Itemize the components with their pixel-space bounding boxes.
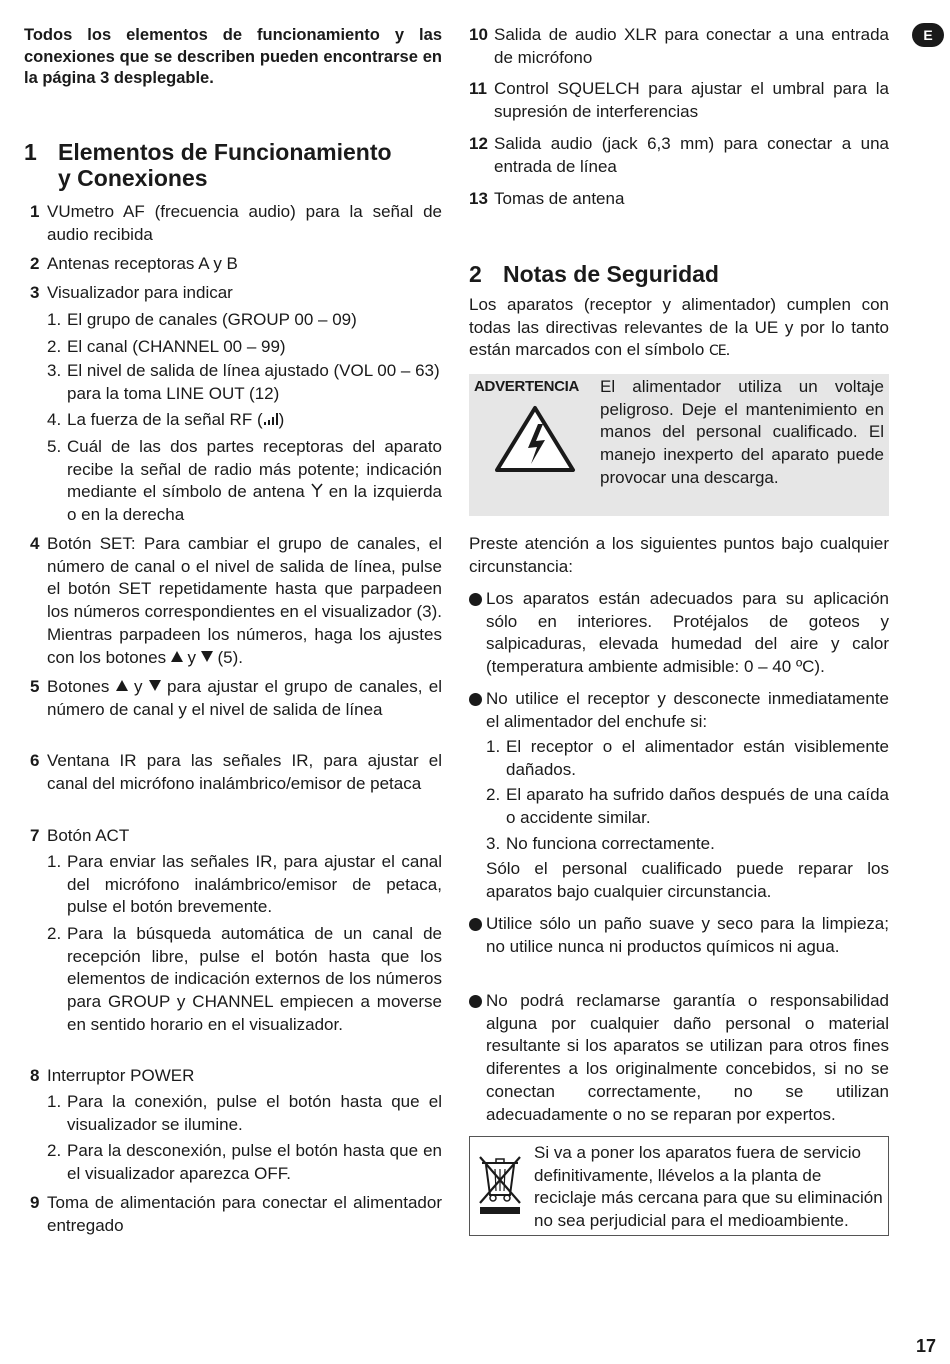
sub-text: Para la conexión, pulse el botón hasta que el visualizador se ilumine.	[67, 1092, 442, 1134]
item-number: 9	[30, 1193, 40, 1212]
list-item	[24, 282, 442, 305]
list-item	[469, 133, 889, 178]
sub-text: El aparato ha sufrido daños después de una caída o accidente similar.	[506, 785, 889, 827]
sub-text: Para enviar las señales IR, para ajustar el canal del micrófono inalámbrico/emisor de petaca, pulse el botón brevemente.	[67, 852, 442, 917]
list-item	[24, 825, 442, 848]
item-number: 7	[30, 826, 40, 845]
up-arrow-icon	[171, 651, 183, 662]
item-number: 3	[30, 283, 40, 302]
sub-number: 2.	[47, 1141, 62, 1160]
item-text: Interruptor POWER	[47, 1066, 195, 1085]
sub-text: El nivel de salida de línea ajustado (VOL 00 – 63) para la toma LINE OUT (12)	[67, 361, 440, 403]
repair-note: Sólo el personal cualificado puede reparar los aparatos bajo cualquier circunstancia.	[486, 859, 889, 901]
sub-number: 3.	[486, 834, 501, 853]
ce-mark: CE	[709, 343, 726, 360]
safety-bullet	[469, 990, 889, 1126]
safety-bullet	[469, 588, 889, 679]
sub-text-end: )	[278, 410, 285, 429]
sub-number: 1.	[486, 737, 501, 756]
sub-item	[486, 833, 889, 856]
section-number: 1	[24, 139, 37, 165]
sub-text: El canal (CHANNEL 00 – 99)	[67, 337, 286, 356]
item-text: Control SQUELCH para ajustar el umbral para la supresión de interferencias	[494, 79, 889, 121]
recycling-text: Si va a poner los aparatos fuera de servicio definitivamente, llévelos a la planta de reciclaje más cercana para que su eliminación no sea perjudicial para el medioambiente.	[534, 1143, 883, 1231]
sub-item	[47, 1091, 442, 1136]
bullet-dot	[469, 918, 482, 931]
warning-text: El alimentador utiliza un voltaje peligroso. Deje el mantenimiento en manos del personal cualificado. El manejo inexperto del aparato puede provocar una descarga.	[600, 377, 884, 487]
sub-text: Para la desconexión, pulse el botón hasta que en el visualizador aparezca OFF.	[67, 1141, 442, 1183]
section-title: Notas de Seguridad	[503, 261, 719, 287]
sub-text: Cuál de las dos partes receptoras del aparato recibe la señal de radio más potente; indicación mediante el símbolo de antena	[67, 437, 442, 502]
bullet-dot	[469, 995, 482, 1008]
list-item	[24, 676, 442, 721]
language-badge: E	[912, 23, 944, 47]
down-arrow-icon	[201, 651, 213, 662]
bullet-text: Utilice sólo un paño suave y seco para la limpieza; no utilice nunca ni productos químicos ni agua.	[486, 914, 889, 956]
section-number: 2	[469, 261, 482, 287]
sub-item	[47, 360, 442, 405]
bullet-text: No utilice el receptor y desconecte inmediatamente el alimentador del enchufe si:	[486, 689, 889, 731]
item-text: Ventana IR para las señales IR, para ajustar el canal del micrófono inalámbrico/emisor de petaca	[47, 751, 442, 793]
list-item	[469, 24, 889, 69]
item-text-mid: y	[182, 647, 201, 667]
item-text: VUmetro AF (frecuencia audio) para la señal de audio recibida	[47, 202, 442, 244]
item-number: 6	[30, 751, 40, 770]
conformity-paragraph	[469, 294, 889, 363]
item-text: Salida audio (jack 6,3 mm) para conectar a una entrada de línea	[494, 134, 889, 176]
item-number: 12	[469, 134, 488, 153]
section-title-line1: Elementos de Funcionamiento	[58, 139, 392, 165]
safety-bullet	[469, 688, 889, 733]
sub-number: 4.	[47, 410, 62, 429]
sub-item	[47, 309, 442, 332]
sub-item	[486, 784, 889, 829]
sub-number: 3.	[47, 361, 62, 380]
bullet-dot	[469, 693, 482, 706]
down-arrow-icon	[149, 680, 161, 691]
item-text: Botones	[47, 677, 116, 696]
antenna-icon	[311, 483, 323, 498]
sub-text: El receptor o el alimentador están visiblemente dañados.	[506, 737, 889, 779]
sub-number: 2.	[486, 785, 501, 804]
sub-number: 2.	[47, 924, 62, 943]
item-text: Tomas de antena	[494, 189, 625, 208]
list-item	[24, 1192, 442, 1237]
sub-number: 1.	[47, 1092, 62, 1111]
item-text: Visualizador para indicar	[47, 283, 233, 302]
sub-text: Para la búsqueda automática de un canal de recepción libre, pulse el botón hasta que los elementos de indicación externos de los números para GROUP y CHANNEL empiecen a moverse en sentido horario en el visualizador.	[67, 924, 442, 1034]
item-text-mid: y	[127, 677, 149, 696]
sub-number: 5.	[47, 437, 62, 456]
item-text: Toma de alimentación para conectar el alimentador entregado	[47, 1193, 442, 1235]
list-item	[469, 188, 889, 211]
sub-item	[47, 436, 442, 527]
up-arrow-icon	[116, 680, 128, 691]
item-number: 13	[469, 189, 488, 208]
conformity-end: .	[725, 340, 731, 360]
item-number: 1	[30, 202, 40, 221]
list-item	[24, 1065, 442, 1088]
sub-item	[486, 736, 889, 781]
sub-text-end: en la izquierda o en la derecha	[67, 482, 442, 525]
item-number: 11	[469, 79, 487, 98]
item-text: Botón SET: Para cambiar el grupo de canales, el número de canal o el nivel de salida de línea, pulse el botón SET repetidamente hasta que parpadeen los números correspondientes en el visualizador (3). Mientras parpadeen los números, haga los ajustes con los botones	[47, 534, 442, 667]
item-number: 10	[469, 25, 488, 44]
sub-item	[47, 409, 442, 432]
intro-note: Todos los elementos de funcionamiento y las conexiones que se describen pueden encontrarse en la página 3 desplegable.	[24, 26, 442, 87]
warning-box	[469, 374, 889, 516]
sub-item	[47, 336, 442, 359]
item-text-end: para ajustar el grupo de canales, el número de canal y el nivel de salida de línea	[47, 677, 442, 719]
signal-strength-icon	[263, 412, 279, 426]
item-text: Antenas receptoras A y B	[47, 254, 238, 273]
recycling-box	[469, 1136, 889, 1236]
bullet-dot	[469, 593, 482, 606]
section-1-heading	[24, 139, 392, 191]
sub-text: No funciona correctamente.	[506, 834, 715, 853]
section-2-heading	[469, 261, 719, 287]
list-item	[469, 78, 889, 123]
item-number: 4	[30, 534, 40, 553]
sub-number: 1.	[47, 310, 62, 329]
item-text-end: (5).	[212, 647, 243, 667]
item-text: Salida de audio XLR para conectar a una entrada de micrófono	[494, 25, 889, 67]
item-number: 2	[30, 254, 40, 273]
list-item	[24, 750, 442, 795]
list-item	[24, 533, 442, 669]
sub-item	[47, 1140, 442, 1185]
sub-number: 2.	[47, 337, 62, 356]
page-number: 17	[916, 1336, 937, 1356]
warning-label: ADVERTENCIA	[474, 378, 580, 395]
sub-text: La fuerza de la señal RF (	[67, 410, 263, 429]
bullet-text: Los aparatos están adecuados para su aplicación sólo en interiores. Protéjalos de goteos y salpicaduras, elevada humedad del aire y calor (temperatura ambiente admisible: 0 – 40 ºC).	[486, 589, 889, 677]
list-item	[24, 253, 442, 276]
list-item	[24, 201, 442, 246]
conformity-text: Los aparatos (receptor y alimentador) cumplen con todas las directivas relevantes de la UE y por lo tanto están marcados con el símbolo	[469, 295, 889, 360]
item-text: Botón ACT	[47, 826, 130, 845]
sub-item	[47, 923, 442, 1037]
item-number: 8	[30, 1066, 40, 1085]
item-number: 5	[30, 677, 40, 696]
section-title-line2: y Conexiones	[58, 165, 208, 191]
high-voltage-warning-icon	[493, 404, 577, 474]
sub-number: 1.	[47, 852, 62, 871]
sub-item	[47, 851, 442, 919]
safety-bullet	[469, 913, 889, 958]
crossed-out-bin-icon	[476, 1155, 524, 1215]
bullet-text: No podrá reclamarse garantía o responsabilidad alguna por cualquier daño personal o material resultante si los aparatos se utilizan para otros fines diferentes a los originalmente concebidos, si no se conectan correctamente, no se utilizan adecuadamente o no se reparan por expertos.	[486, 991, 889, 1124]
attention-paragraph: Preste atención a los siguientes puntos bajo cualquier circunstancia:	[469, 534, 889, 576]
sub-text: El grupo de canales (GROUP 00 – 09)	[67, 310, 357, 329]
